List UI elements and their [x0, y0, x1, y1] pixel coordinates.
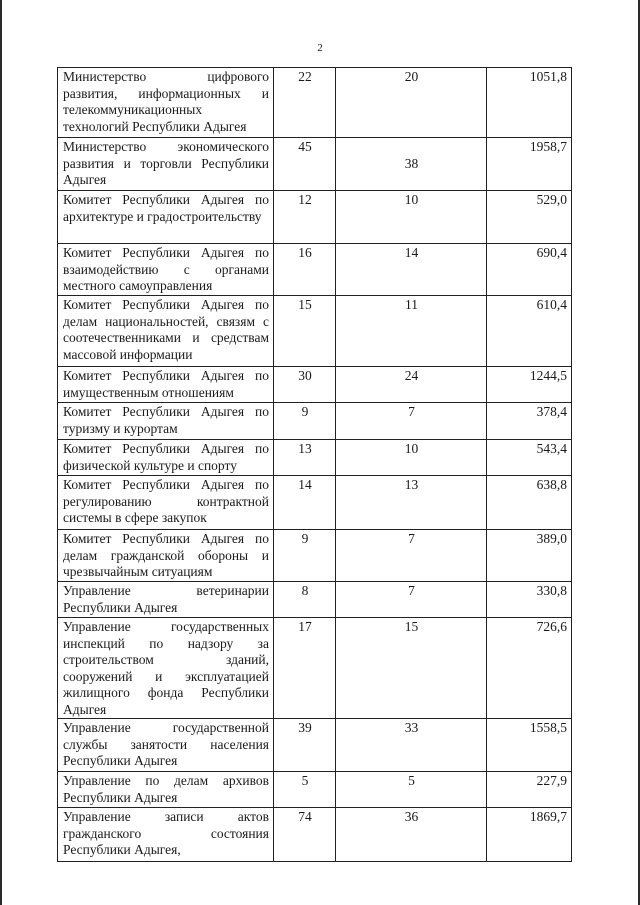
- agency-name: Комитет Республики Адыгея по имущественным отношениям: [58, 367, 274, 403]
- table-row: [58, 772, 572, 808]
- table-row: [58, 403, 572, 440]
- count-a: 15: [274, 296, 336, 367]
- staffing-table: [57, 67, 572, 862]
- count-b: 7: [336, 403, 487, 440]
- count-b: 15: [336, 618, 487, 719]
- table-row: [58, 808, 572, 862]
- count-b: 5: [336, 772, 487, 808]
- table-row: [58, 191, 572, 244]
- amount: 690,4: [487, 244, 572, 296]
- amount: 330,8: [487, 582, 572, 618]
- count-a: 14: [274, 476, 336, 530]
- table-row: [58, 68, 572, 138]
- amount: 529,0: [487, 191, 572, 244]
- agency-name: Управление государственных инспекций по надзору за строительством зданий, сооружений и эксплуатацией жилищного фонда Республики Адыгея: [58, 618, 274, 719]
- amount: 1558,5: [487, 719, 572, 772]
- page-number: 2: [317, 42, 323, 54]
- amount: 726,6: [487, 618, 572, 719]
- count-b: 11: [336, 296, 487, 367]
- count-a: 30: [274, 367, 336, 403]
- count-a: 9: [274, 403, 336, 440]
- count-b: 7: [336, 530, 487, 582]
- amount: 227,9: [487, 772, 572, 808]
- amount: 1958,7: [487, 138, 572, 191]
- count-b: 14: [336, 244, 487, 296]
- count-a: 16: [274, 244, 336, 296]
- amount: 638,8: [487, 476, 572, 530]
- agency-name: Комитет Республики Адыгея по взаимодействию с органами местного самоуправления: [58, 244, 274, 296]
- table-row: [58, 719, 572, 772]
- table-row: [58, 582, 572, 618]
- agency-name: Управление государственной службы занятости населения Республики Адыгея: [58, 719, 274, 772]
- count-a: 45: [274, 138, 336, 191]
- amount: 1051,8: [487, 68, 572, 138]
- table-row: [58, 618, 572, 719]
- table-row: [58, 296, 572, 367]
- count-b: 10: [336, 191, 487, 244]
- agency-name: Комитет Республики Адыгея по делам гражданской обороны и чрезвычайным ситуациям: [58, 530, 274, 582]
- amount: 389,0: [487, 530, 572, 582]
- count-a: 22: [274, 68, 336, 138]
- count-b: 24: [336, 367, 487, 403]
- agency-name: Управление по делам архивов Республики Адыгея: [58, 772, 274, 808]
- amount: 1244,5: [487, 367, 572, 403]
- count-b: 20: [336, 68, 487, 138]
- agency-name: Управление ветеринарии Республики Адыгея: [58, 582, 274, 618]
- count-b: 13: [336, 476, 487, 530]
- count-a: 13: [274, 440, 336, 476]
- amount: 378,4: [487, 403, 572, 440]
- count-a: 5: [274, 772, 336, 808]
- amount: 610,4: [487, 296, 572, 367]
- agency-name: Комитет Республики Адыгея по туризму и курортам: [58, 403, 274, 440]
- count-a: 9: [274, 530, 336, 582]
- agency-name: Комитет Республики Адыгея по регулированию контрактной системы в сфере закупок: [58, 476, 274, 530]
- agency-name: Министерство цифрового развития, информационных и телекоммуникационных технологий Республики Адыгея: [58, 68, 274, 138]
- table-row: [58, 244, 572, 296]
- count-a: 17: [274, 618, 336, 719]
- count-b: 38: [336, 138, 487, 191]
- count-b: 33: [336, 719, 487, 772]
- count-b: 10: [336, 440, 487, 476]
- table-row: [58, 476, 572, 530]
- count-a: 12: [274, 191, 336, 244]
- amount: 1869,7: [487, 808, 572, 862]
- scan-border-left: [0, 0, 2, 905]
- table-row: [58, 138, 572, 191]
- count-b: 36: [336, 808, 487, 862]
- count-a: 39: [274, 719, 336, 772]
- agency-name: Комитет Республики Адыгея по делам национальностей, связям с соотечественниками и средствам массовой информации: [58, 296, 274, 367]
- agency-name: Комитет Республики Адыгея по архитектуре и градостроительству: [58, 191, 274, 244]
- agency-name: Комитет Республики Адыгея по физической культуре и спорту: [58, 440, 274, 476]
- agency-name: Министерство экономического развития и торговли Республики Адыгея: [58, 138, 274, 191]
- count-a: 8: [274, 582, 336, 618]
- table-row: [58, 367, 572, 403]
- count-a: 74: [274, 808, 336, 862]
- agency-name: Управление записи актов гражданского состояния Республики Адыгея,: [58, 808, 274, 862]
- count-b: 7: [336, 582, 487, 618]
- table-row: [58, 530, 572, 582]
- amount: 543,4: [487, 440, 572, 476]
- table-row: [58, 440, 572, 476]
